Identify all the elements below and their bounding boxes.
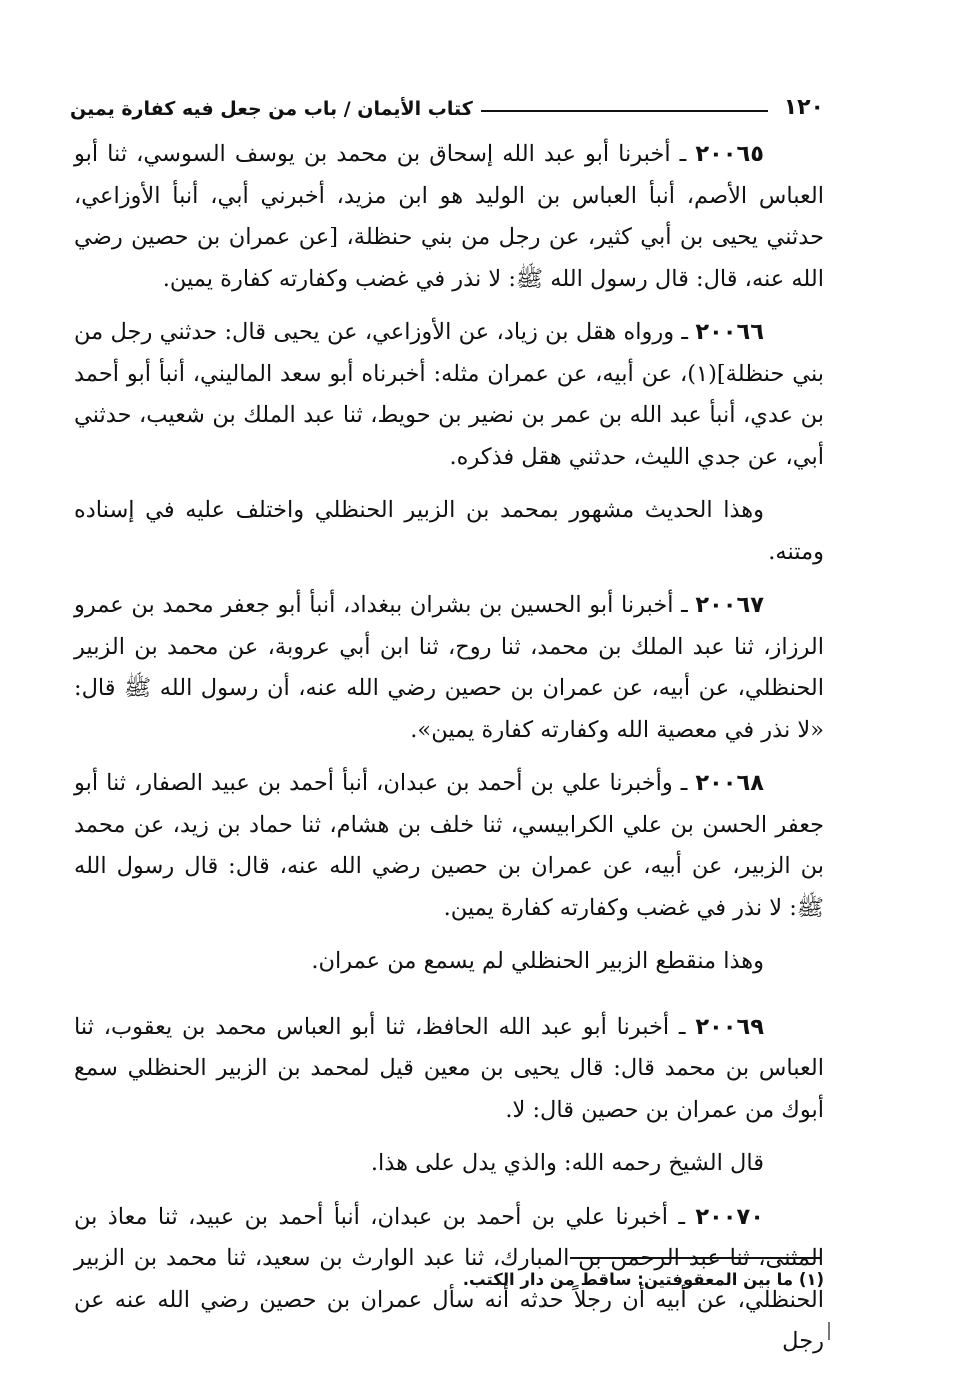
hadith-text: ـ أخبرنا أبو الحسين بن بشران ببغداد، أنبأ أبو جعفر محمد بن عمرو الرزاز، ثنا عبد الملك بن محمد، ثنا روح، ثنا ابن أبي عروبة، عن محمد بن الزبير الحنظلي، عن أبيه، عن عمران بن حصين رضي الله عنه، أن رسول الله ﷺ قال: «لا نذر في معصية الله وكفارته كفارة يمين». — [74, 592, 824, 743]
page-number: ١٢٠ — [783, 95, 824, 120]
hadith-text: ـ ورواه هقل بن زياد، عن الأوزاعي، عن يحيى قال: حدثني رجل من بني حنظلة](١)، عن أبيه، عن عمران مثله: أخبرناه أبو سعد الماليني، أنبأ أبو أحمد بن عدي، أنبأ عبد الله بن عمر بن نضير بن حويط، ثنا عبد الملك بن شعيب، حدثني أبي، عن جدي الليث، حدثني هقل فذكره. — [74, 319, 824, 470]
hadith-paragraph-20066 — [74, 312, 824, 478]
hadith-number: ٢٠٠٦٦ — [695, 319, 764, 345]
hadith-text: ـ أخبرنا أبو عبد الله إسحاق بن محمد بن يوسف السوسي، ثنا أبو العباس الأصم، أنبأ العباس بن الوليد هو ابن مزيد، أخبرني أبي، أنبأ الأوزاعي، حدثني يحيى بن أبي كثير، عن رجل من بني حنظلة، [عن عمران بن حصين رضي الله عنه، قال: قال رسول الله ﷺ: لا نذر في غضب وكفارته كفارة يمين. — [74, 141, 824, 292]
paragraph-gap — [74, 995, 824, 1007]
hadith-text: ـ أخبرنا علي بن أحمد بن عبدان، أنبأ أحمد بن عبيد، ثنا معاذ بن المثنى، ثنا عبد الرحمن بن المبارك، ثنا عبد الوارث بن سعيد، ثنا محمد بن الزبير الحنظلي، عن أبيه أن رجلاً حدثه أنه سأل عمران بن حصين رضي الله عنه عن رجل — [74, 1203, 824, 1354]
hadith-paragraph-20068 — [74, 763, 824, 929]
scan-edge-mark — [828, 1322, 830, 1340]
hadith-number: ٢٠٠٦٧ — [695, 592, 764, 618]
hadith-number: ٢٠٠٧٠ — [695, 1203, 764, 1230]
hadith-number: ٢٠٠٦٥ — [695, 141, 764, 167]
commentary-text: وهذا منقطع الزبير الحنظلي لم يسمع من عمران. — [311, 948, 764, 974]
hadith-number: ٢٠٠٦٩ — [695, 1013, 764, 1040]
hadith-text: ـ وأخبرنا علي بن أحمد بن عبدان، أنبأ أحمد بن عبيد الصفار، ثنا أبو جعفر الحسن بن علي الكرابيسي، ثنا خلف بن هشام، ثنا حماد بن زيد، عن محمد بن الزبير، عن أبيه، عن عمران بن حصين رضي الله عنه، قال: قال رسول الله ﷺ: لا نذر في غضب وكفارته كفارة يمين. — [74, 770, 824, 921]
main-text — [74, 134, 824, 1375]
hadith-number: ٢٠٠٦٨ — [695, 770, 764, 796]
footnote: (١) ما بين المعقوفتين: ساقط من دار الكتب. — [462, 1270, 824, 1289]
commentary-paragraph — [74, 490, 824, 573]
commentary-text: قال الشيخ رحمه الله: والذي يدل على هذا. — [370, 1150, 764, 1176]
hadith-paragraph-20065 — [74, 134, 824, 300]
commentary-paragraph — [74, 941, 824, 983]
commentary-paragraph — [74, 1143, 824, 1185]
hadith-paragraph-20067 — [74, 585, 824, 751]
page-header — [70, 88, 824, 120]
header-rule — [481, 110, 768, 112]
running-title: كتاب الأيمان / باب من جعل فيه كفارة يمين — [70, 98, 473, 120]
footnote-separator — [570, 1257, 820, 1259]
commentary-text: وهذا الحديث مشهور بمحمد بن الزبير الحنظلي واختلف عليه في إسناده ومتنه. — [74, 497, 824, 565]
hadith-paragraph-20069 — [74, 1007, 824, 1132]
hadith-text: ـ أخبرنا أبو عبد الله الحافظ، ثنا أبو العباس محمد بن يعقوب، ثنا العباس بن محمد قال: قال يحيى بن معين قيل لمحمد بن الزبير الحنظلي سمع أبوك من عمران بن حصين قال: لا. — [74, 1013, 824, 1123]
